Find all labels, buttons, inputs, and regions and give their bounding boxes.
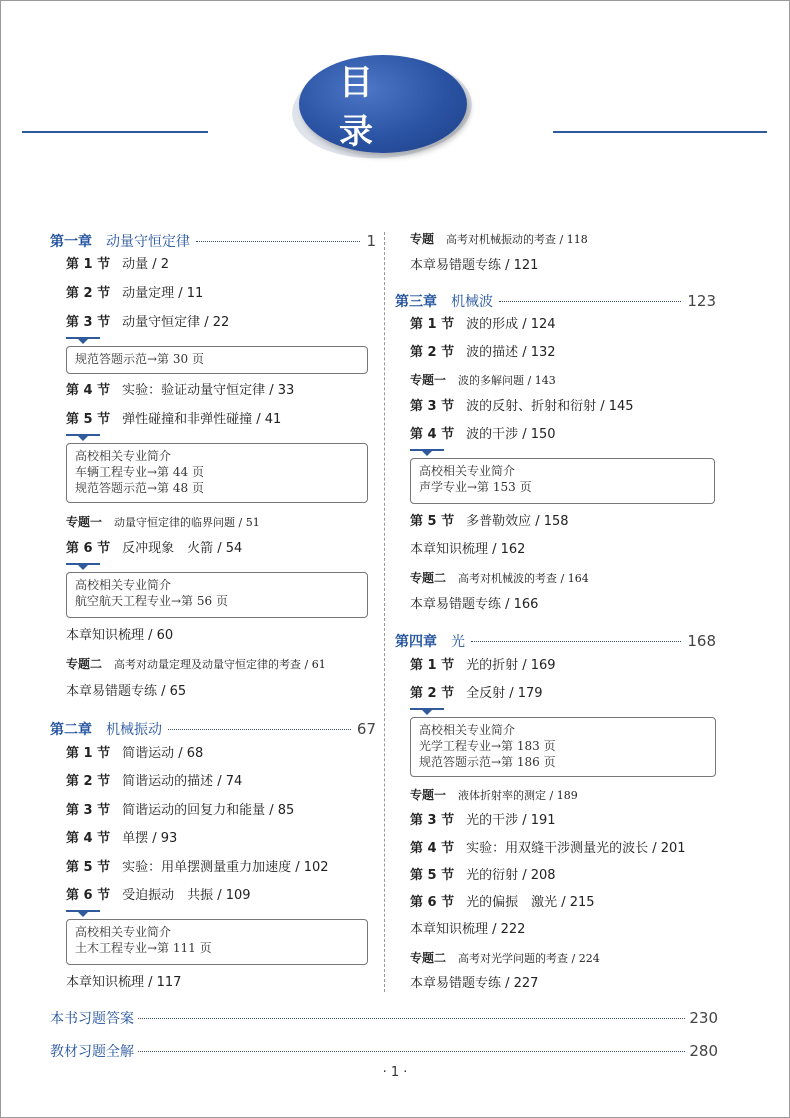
special-label: 专题一 [410, 373, 447, 387]
toc-special-entry[interactable] [66, 656, 326, 673]
section-number: 第 6 节 [66, 888, 111, 903]
section-title: 实验：用双缝干涉测量光的波长 / 201 [466, 841, 686, 856]
toc-entry[interactable] [410, 399, 634, 415]
chapter-summary[interactable]: 本章知识梳理 / 60 [66, 628, 174, 643]
section-title: 光的折射 / 169 [466, 658, 556, 673]
toc-special-entry[interactable] [410, 372, 556, 389]
callout-box [410, 458, 715, 504]
header-rule-right [553, 131, 767, 133]
special-title: 高考对动量定理及动量守恒定律的考查 / 61 [114, 658, 326, 671]
chapter-label: 第一章 [50, 234, 92, 250]
section-title: 动量守恒定律 / 22 [122, 315, 230, 330]
section-number: 第 2 节 [66, 774, 111, 789]
special-label: 专题 [410, 232, 435, 246]
toc-special-entry[interactable] [410, 570, 589, 587]
section-number: 第 5 节 [410, 868, 455, 883]
section-title: 反冲现象 火箭 / 54 [122, 541, 243, 556]
section-title: 实验：用单摆测量重力加速度 / 102 [122, 860, 329, 875]
toc-special-entry[interactable] [66, 514, 260, 531]
chapter-label: 第二章 [50, 722, 92, 738]
chapter-label: 第三章 [395, 294, 437, 310]
section-number: 第 4 节 [410, 841, 455, 856]
toc-special-entry[interactable] [410, 950, 600, 967]
toc-entry[interactable] [66, 315, 229, 331]
chapter-page: 123 [687, 292, 716, 310]
toc-entry[interactable] [410, 345, 556, 361]
section-title: 波的反射、折射和衍射 / 145 [466, 399, 634, 414]
answers-entry[interactable] [50, 1008, 718, 1028]
callout-box [66, 346, 368, 374]
toc-entry[interactable] [66, 746, 203, 762]
callout-heading: 高校相关专业简介 [419, 464, 516, 478]
callout-line[interactable]: 车辆工程专业→第 44 页 [75, 465, 204, 479]
toc-entry[interactable] [410, 514, 569, 530]
callout-line[interactable]: 土木工程专业→第 111 页 [75, 941, 212, 955]
callout-box [66, 572, 368, 618]
section-number: 第 2 节 [410, 686, 455, 701]
section-title: 简谐运动 / 68 [122, 746, 204, 761]
section-number: 第 2 节 [66, 286, 111, 301]
section-number: 第 3 节 [410, 399, 455, 414]
section-title: 光的衍射 / 208 [466, 868, 556, 883]
section-number: 第 1 节 [410, 317, 455, 332]
callout-heading: 高校相关专业简介 [75, 925, 172, 939]
section-number: 第 6 节 [66, 541, 111, 556]
toc-entry[interactable] [410, 427, 556, 443]
chapter-3-heading[interactable] [395, 291, 716, 309]
section-title: 多普勒效应 / 158 [466, 514, 569, 529]
section-title: 单摆 / 93 [122, 831, 178, 846]
special-label: 专题一 [66, 515, 103, 529]
section-title: 简谐运动的描述 / 74 [122, 774, 243, 789]
chapter-title: 动量守恒定律 [106, 234, 190, 250]
callout-box [410, 717, 716, 777]
chapter-summary[interactable]: 本章知识梳理 / 162 [410, 542, 526, 557]
section-title: 动量 / 2 [122, 257, 170, 272]
section-title: 弹性碰撞和非弹性碰撞 / 41 [122, 412, 282, 427]
chapter-title: 光 [451, 634, 465, 650]
callout-marker [66, 910, 100, 912]
section-title: 波的描述 / 132 [466, 345, 556, 360]
toc-entry[interactable] [410, 686, 543, 702]
toc-entry[interactable] [66, 383, 294, 399]
toc-special-entry[interactable] [410, 787, 578, 804]
chapter-title: 机械振动 [106, 722, 162, 738]
section-title: 动量定理 / 11 [122, 286, 204, 301]
chapter-error-drill[interactable]: 本章易错题专练 / 121 [410, 258, 539, 273]
section-title: 实验：验证动量守恒定律 / 33 [122, 383, 295, 398]
leader-dots [168, 729, 351, 730]
chapter-4-heading[interactable] [395, 631, 716, 649]
chapter-page: 67 [356, 720, 376, 738]
chapter-1-heading[interactable] [50, 231, 376, 249]
chapter-error-drill[interactable]: 本章易错题专练 / 166 [410, 597, 539, 612]
toc-entry[interactable] [66, 860, 329, 876]
leader-dots [138, 1051, 685, 1052]
toc-special-entry[interactable] [410, 231, 588, 248]
callout-marker [66, 337, 100, 339]
toc-entry[interactable] [410, 895, 595, 911]
section-number: 第 1 节 [410, 658, 455, 673]
chapter-error-drill[interactable]: 本章易错题专练 / 65 [66, 684, 187, 699]
leader-dots [138, 1018, 685, 1019]
special-label: 专题二 [66, 657, 103, 671]
page-title: 目 录 [339, 63, 413, 152]
callout-line[interactable]: 光学工程专业→第 183 页 [419, 739, 556, 753]
chapter-title: 机械波 [451, 294, 493, 310]
section-title: 波的干涉 / 150 [466, 427, 556, 442]
special-title: 高考对机械波的考查 / 164 [458, 572, 589, 585]
textbook-title: 教材习题全解 [50, 1044, 134, 1060]
callout-marker [410, 708, 444, 710]
section-number: 第 3 节 [410, 813, 455, 828]
toc-entry[interactable] [410, 317, 556, 333]
callout-line[interactable]: 规范答题示范→第 186 页 [419, 755, 556, 769]
toc-entry[interactable] [66, 803, 294, 819]
callout-marker [66, 434, 100, 436]
special-label: 专题二 [410, 571, 447, 585]
toc-entry[interactable] [66, 286, 203, 302]
textbook-page: 280 [689, 1042, 718, 1060]
section-title: 光的干涉 / 191 [466, 813, 556, 828]
section-title: 光的偏振 激光 / 215 [466, 895, 595, 910]
section-number: 第 4 节 [410, 427, 455, 442]
column-divider [384, 232, 385, 992]
section-number: 第 5 节 [66, 412, 111, 427]
section-title: 简谐运动的回复力和能量 / 85 [122, 803, 295, 818]
leader-dots [471, 641, 681, 642]
callout-heading: 高校相关专业简介 [75, 449, 172, 463]
chapter-label: 第四章 [395, 634, 437, 650]
leader-dots [196, 241, 360, 242]
header-rule-left [22, 131, 208, 133]
callout-box [66, 443, 368, 503]
callout-line[interactable]: 规范答题示范→第 48 页 [75, 481, 204, 495]
toc-entry[interactable] [66, 412, 281, 428]
toc-entry[interactable] [66, 774, 242, 790]
special-title: 液体折射率的测定 / 189 [458, 789, 578, 802]
toc-entry[interactable] [410, 841, 686, 857]
callout-line[interactable]: 声学专业→第 153 页 [419, 480, 532, 494]
toc-entry[interactable] [66, 888, 251, 904]
chapter-summary[interactable]: 本章知识梳理 / 222 [410, 922, 526, 937]
chapter-page: 168 [687, 632, 716, 650]
callout-marker [410, 449, 444, 451]
special-title: 高考对机械振动的考查 / 118 [446, 233, 588, 246]
special-label: 专题二 [410, 951, 447, 965]
section-number: 第 5 节 [66, 860, 111, 875]
section-number: 第 3 节 [66, 315, 111, 330]
chapter-summary[interactable]: 本章知识梳理 / 117 [66, 975, 182, 990]
callout-heading: 高校相关专业简介 [419, 723, 516, 737]
section-title: 受迫振动 共振 / 109 [122, 888, 251, 903]
toc-entry[interactable] [66, 831, 177, 847]
section-number: 第 4 节 [66, 831, 111, 846]
toc-entry[interactable] [66, 541, 242, 557]
textbook-solutions-entry[interactable] [50, 1041, 718, 1061]
leader-dots [499, 301, 681, 302]
callout-line[interactable]: 规范答题示范→第 30 页 [75, 352, 204, 366]
chapter-page: 1 [366, 232, 376, 250]
special-title: 波的多解问题 / 143 [458, 374, 556, 387]
special-title: 高考对光学问题的考查 / 224 [458, 952, 600, 965]
answers-page: 230 [689, 1009, 718, 1027]
callout-heading: 高校相关专业简介 [75, 578, 172, 592]
page-number: · 1 · [382, 1065, 408, 1080]
toc-entry[interactable] [66, 257, 169, 273]
section-number: 第 1 节 [66, 746, 111, 761]
section-title: 全反射 / 179 [466, 686, 543, 701]
section-number: 第 4 节 [66, 383, 111, 398]
toc-entry[interactable] [410, 658, 556, 674]
special-title: 动量守恒定律的临界问题 / 51 [114, 516, 260, 529]
callout-box [66, 919, 368, 965]
callout-marker [66, 563, 100, 565]
section-number: 第 2 节 [410, 345, 455, 360]
chapter-error-drill[interactable]: 本章易错题专练 / 227 [410, 976, 539, 991]
section-title: 波的形成 / 124 [466, 317, 556, 332]
section-number: 第 6 节 [410, 895, 455, 910]
toc-entry[interactable] [410, 813, 556, 829]
section-number: 第 3 节 [66, 803, 111, 818]
chapter-2-heading[interactable] [50, 719, 376, 737]
toc-entry[interactable] [410, 868, 556, 884]
section-number: 第 1 节 [66, 257, 111, 272]
answers-title: 本书习题答案 [50, 1011, 134, 1027]
special-label: 专题一 [410, 788, 447, 802]
callout-line[interactable]: 航空航天工程专业→第 56 页 [75, 594, 228, 608]
section-number: 第 5 节 [410, 514, 455, 529]
